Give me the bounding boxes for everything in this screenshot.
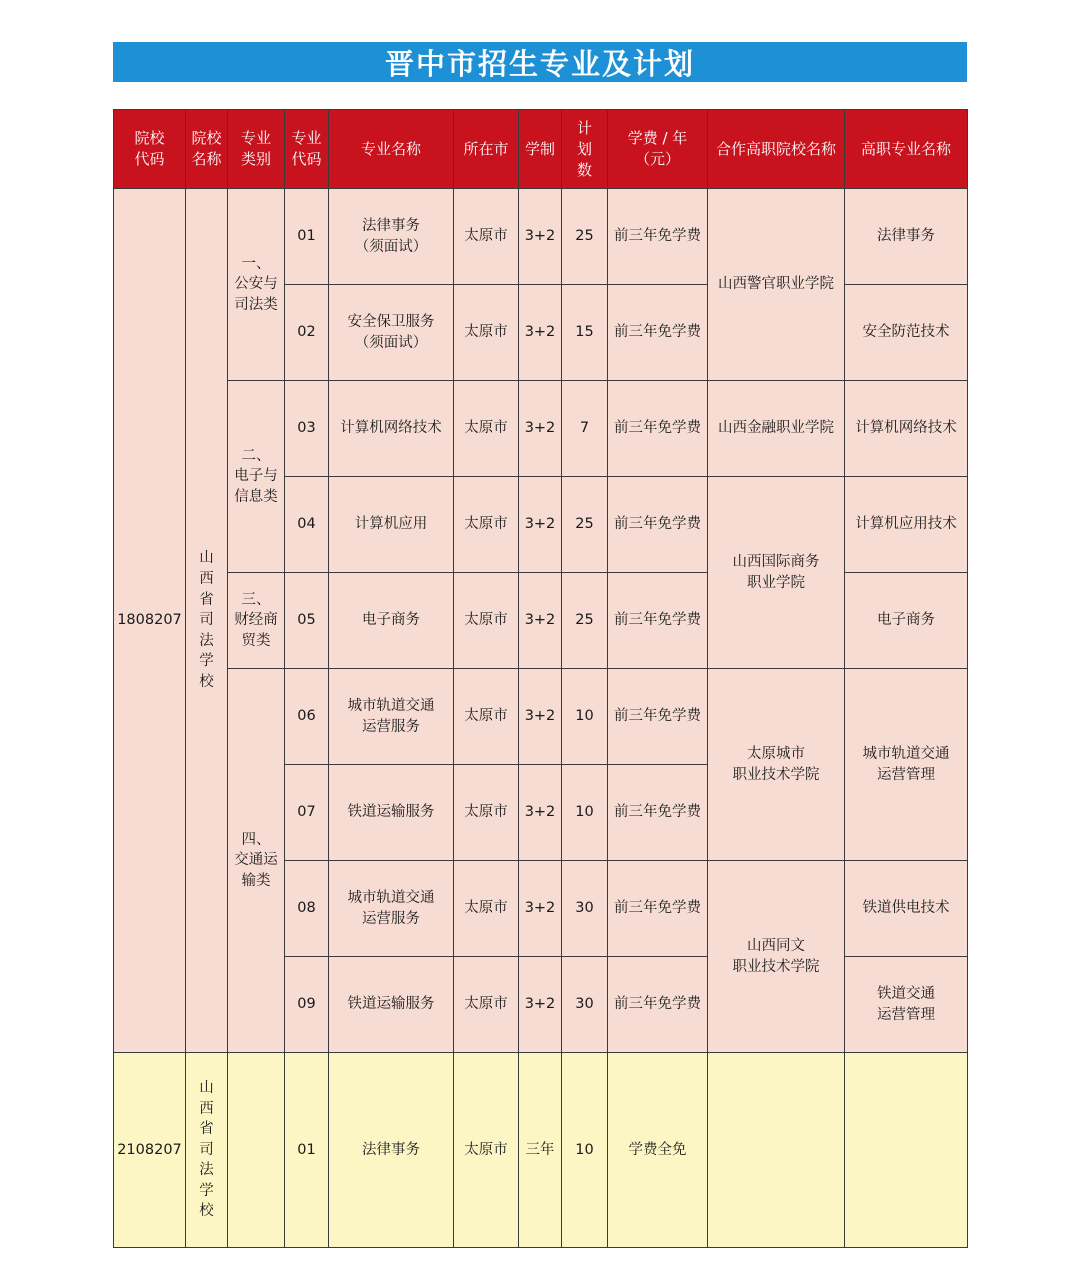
major-code: 06 bbox=[285, 669, 329, 765]
page-title: 晋中市招生专业及计划 bbox=[113, 42, 967, 82]
plan-count: 25 bbox=[562, 189, 608, 285]
higher-major-empty bbox=[845, 1053, 968, 1248]
major-category-empty bbox=[228, 1053, 285, 1248]
city: 太原市 bbox=[454, 669, 519, 765]
major-code: 05 bbox=[285, 573, 329, 669]
header-school-name: 院校 名称 bbox=[186, 110, 228, 189]
higher-major: 安全防范技术 bbox=[845, 285, 968, 381]
tuition: 前三年免学费 bbox=[608, 189, 708, 285]
higher-major: 城市轨道交通 运营管理 bbox=[845, 669, 968, 861]
major-name: 计算机应用 bbox=[329, 477, 454, 573]
tuition: 前三年免学费 bbox=[608, 573, 708, 669]
plan-count: 30 bbox=[562, 861, 608, 957]
header-major-category: 专业 类别 bbox=[228, 110, 285, 189]
schooling: 3+2 bbox=[519, 381, 562, 477]
header-partner-college: 合作高职院校名称 bbox=[708, 110, 845, 189]
higher-major: 法律事务 bbox=[845, 189, 968, 285]
tuition: 前三年免学费 bbox=[608, 381, 708, 477]
tuition: 前三年免学费 bbox=[608, 477, 708, 573]
schooling: 3+2 bbox=[519, 669, 562, 765]
major-category: 二、 电子与 信息类 bbox=[228, 381, 285, 573]
table-row bbox=[114, 669, 968, 765]
school-code: 2108207 bbox=[114, 1053, 186, 1248]
major-name: 城市轨道交通 运营服务 bbox=[329, 861, 454, 957]
plan-count: 25 bbox=[562, 477, 608, 573]
major-code: 09 bbox=[285, 957, 329, 1053]
city: 太原市 bbox=[454, 765, 519, 861]
table-row bbox=[114, 1053, 968, 1248]
major-code: 01 bbox=[285, 189, 329, 285]
schooling: 3+2 bbox=[519, 861, 562, 957]
header-tuition: 学费 / 年 （元） bbox=[608, 110, 708, 189]
tuition: 前三年免学费 bbox=[608, 669, 708, 765]
city: 太原市 bbox=[454, 285, 519, 381]
partner-college: 山西警官职业学院 bbox=[708, 189, 845, 381]
schooling: 三年 bbox=[519, 1053, 562, 1248]
tuition: 学费全免 bbox=[608, 1053, 708, 1248]
major-code: 07 bbox=[285, 765, 329, 861]
partner-college: 山西国际商务 职业学院 bbox=[708, 477, 845, 669]
plan-count: 25 bbox=[562, 573, 608, 669]
schooling: 3+2 bbox=[519, 477, 562, 573]
city: 太原市 bbox=[454, 381, 519, 477]
major-name: 法律事务 （须面试） bbox=[329, 189, 454, 285]
major-name: 城市轨道交通 运营服务 bbox=[329, 669, 454, 765]
higher-major: 计算机应用技术 bbox=[845, 477, 968, 573]
major-name: 法律事务 bbox=[329, 1053, 454, 1248]
major-name: 铁道运输服务 bbox=[329, 957, 454, 1053]
table-row bbox=[114, 381, 968, 477]
higher-major: 铁道供电技术 bbox=[845, 861, 968, 957]
major-code: 08 bbox=[285, 861, 329, 957]
major-category: 一、 公安与 司法类 bbox=[228, 189, 285, 381]
city: 太原市 bbox=[454, 1053, 519, 1248]
header-schooling: 学制 bbox=[519, 110, 562, 189]
tuition: 前三年免学费 bbox=[608, 285, 708, 381]
plan-count: 15 bbox=[562, 285, 608, 381]
partner-college: 山西金融职业学院 bbox=[708, 381, 845, 477]
major-name: 电子商务 bbox=[329, 573, 454, 669]
header-major-code: 专业 代码 bbox=[285, 110, 329, 189]
major-name: 安全保卫服务 （须面试） bbox=[329, 285, 454, 381]
major-code: 04 bbox=[285, 477, 329, 573]
major-name: 铁道运输服务 bbox=[329, 765, 454, 861]
header-plan-count: 计 划 数 bbox=[562, 110, 608, 189]
city: 太原市 bbox=[454, 861, 519, 957]
school-code: 1808207 bbox=[114, 189, 186, 1053]
table-row bbox=[114, 189, 968, 285]
school-name: 山西省司法学校 bbox=[186, 1053, 228, 1248]
city: 太原市 bbox=[454, 957, 519, 1053]
higher-major: 铁道交通 运营管理 bbox=[845, 957, 968, 1053]
tuition: 前三年免学费 bbox=[608, 861, 708, 957]
school-name: 山西省司法学校 bbox=[186, 189, 228, 1053]
higher-major: 计算机网络技术 bbox=[845, 381, 968, 477]
tuition: 前三年免学费 bbox=[608, 957, 708, 1053]
major-category: 三、 财经商 贸类 bbox=[228, 573, 285, 669]
schooling: 3+2 bbox=[519, 285, 562, 381]
city: 太原市 bbox=[454, 573, 519, 669]
plan-count: 10 bbox=[562, 669, 608, 765]
enrollment-table bbox=[113, 109, 968, 1248]
plan-count: 30 bbox=[562, 957, 608, 1053]
partner-college: 太原城市 职业技术学院 bbox=[708, 669, 845, 861]
tuition: 前三年免学费 bbox=[608, 765, 708, 861]
header-city: 所在市 bbox=[454, 110, 519, 189]
major-name: 计算机网络技术 bbox=[329, 381, 454, 477]
header-major-name: 专业名称 bbox=[329, 110, 454, 189]
plan-count: 10 bbox=[562, 1053, 608, 1248]
major-code: 03 bbox=[285, 381, 329, 477]
city: 太原市 bbox=[454, 477, 519, 573]
schooling: 3+2 bbox=[519, 957, 562, 1053]
schooling: 3+2 bbox=[519, 573, 562, 669]
city: 太原市 bbox=[454, 189, 519, 285]
schooling: 3+2 bbox=[519, 189, 562, 285]
partner-college: 山西同文 职业技术学院 bbox=[708, 861, 845, 1053]
major-code: 02 bbox=[285, 285, 329, 381]
plan-count: 10 bbox=[562, 765, 608, 861]
major-code: 01 bbox=[285, 1053, 329, 1248]
major-category: 四、 交通运 输类 bbox=[228, 669, 285, 1053]
plan-count: 7 bbox=[562, 381, 608, 477]
higher-major: 电子商务 bbox=[845, 573, 968, 669]
header-higher-major: 高职专业名称 bbox=[845, 110, 968, 189]
header-school-code: 院校 代码 bbox=[114, 110, 186, 189]
partner-college-empty bbox=[708, 1053, 845, 1248]
schooling: 3+2 bbox=[519, 765, 562, 861]
header-row bbox=[114, 110, 968, 189]
